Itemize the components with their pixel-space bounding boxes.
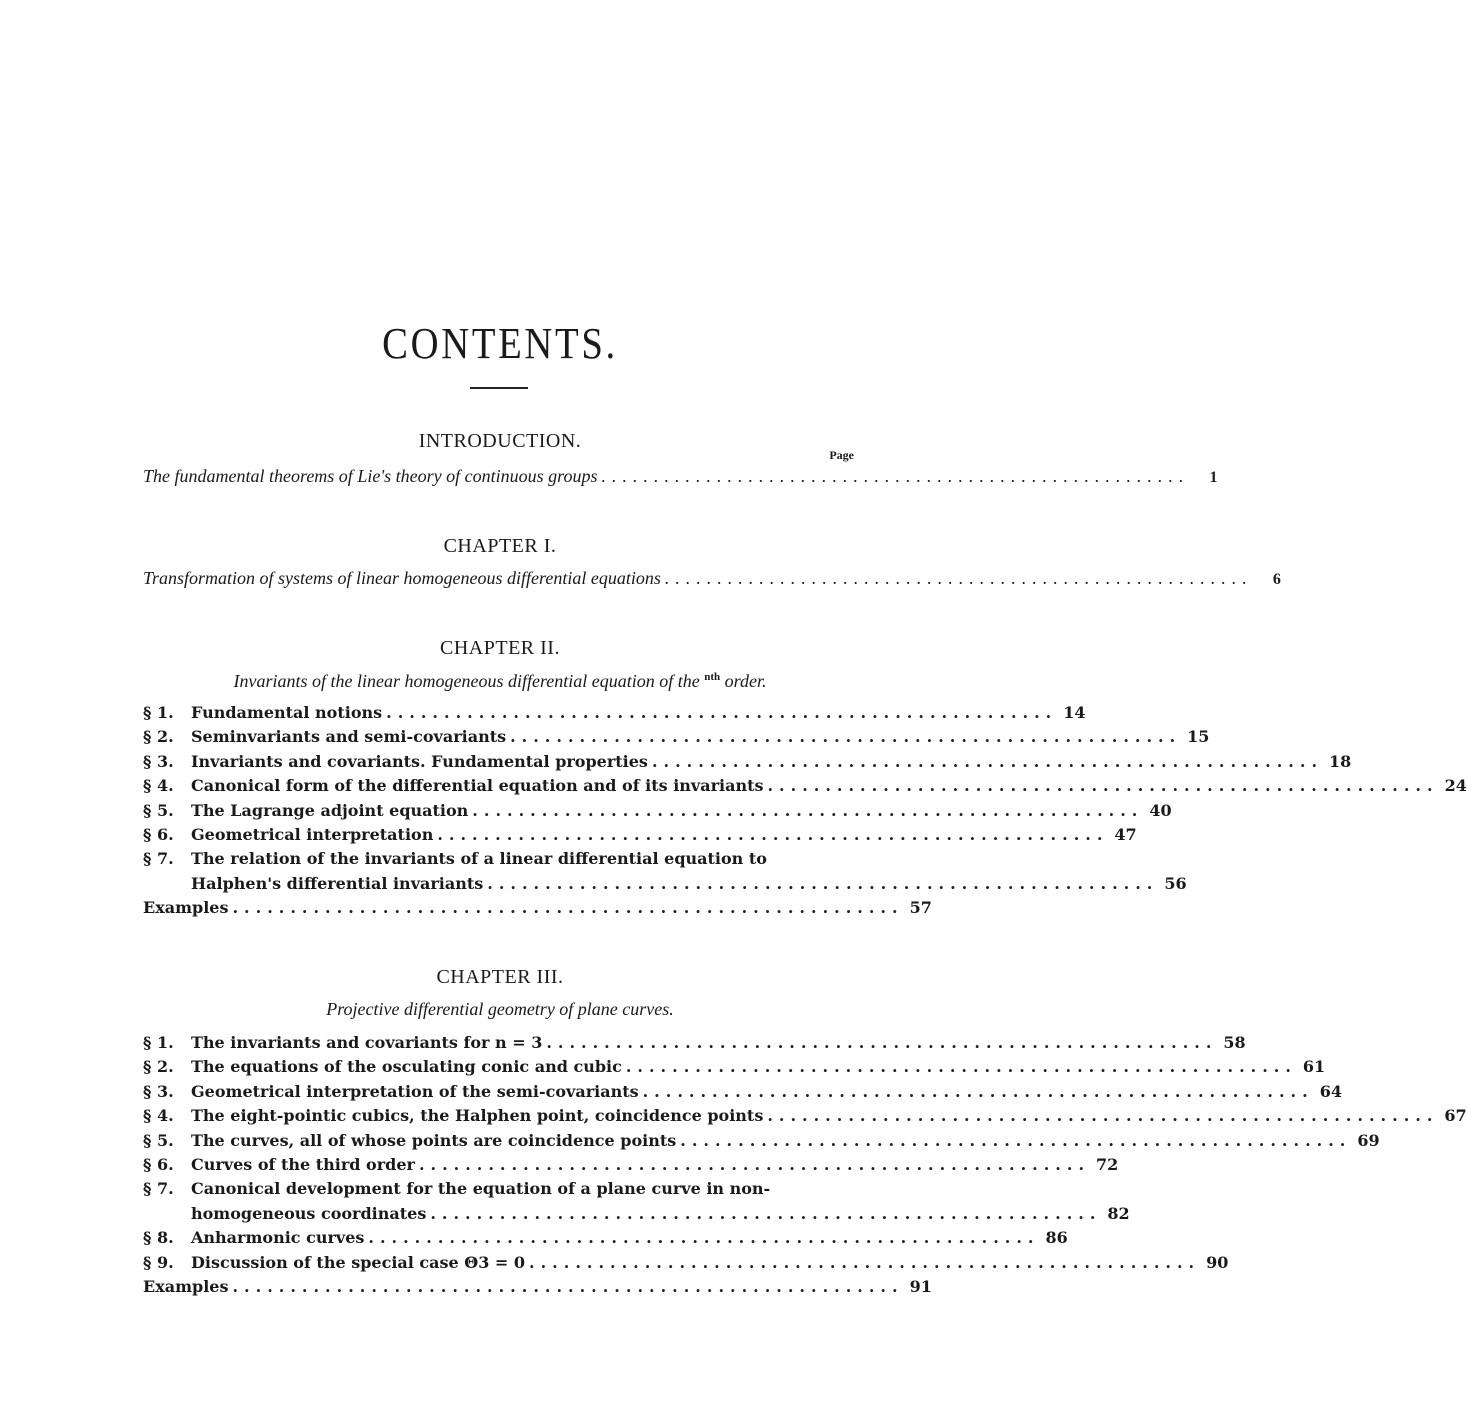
section-number: § 3. <box>143 1081 174 1101</box>
entry-page: 47 <box>1114 825 1137 844</box>
entry-text: Invariants and covariants. Fundamental properties <box>191 751 648 771</box>
section-number: § 3. <box>143 751 174 771</box>
introduction-heading: INTRODUCTION. <box>418 430 582 452</box>
section-entry[interactable] <box>143 873 1187 898</box>
entry-text: Canonical form of the differential equation and of its invariants <box>191 776 764 796</box>
leader-dots: .......................................................... <box>680 1130 1352 1150</box>
leader-dots: .......................................................... <box>232 898 904 918</box>
section-number: § 7. <box>143 1179 174 1199</box>
section-number: § 7. <box>143 849 174 869</box>
entry-page: 90 <box>1206 1252 1229 1272</box>
entry-page: 86 <box>1045 1228 1068 1248</box>
entry-text: Examples <box>143 1277 229 1296</box>
section-number: § 6. <box>143 825 174 844</box>
leader-dots: .......................................................... <box>546 1033 1218 1052</box>
entry-text: Geometrical interpretation <box>191 825 434 844</box>
entry-text: Discussion of the special case Θ3 = 0 <box>191 1252 526 1272</box>
examples-entry[interactable] <box>143 1277 932 1301</box>
leader-dots: .......................................................... <box>651 751 1324 771</box>
leader-dots: .......................................................... <box>510 727 1182 747</box>
section-number: § 1. <box>143 703 174 722</box>
section-number: § 9. <box>143 1252 174 1272</box>
leader-dots: ........................................................ <box>664 568 1253 588</box>
entry-text: Transformation of systems of linear homogeneous differential equations <box>143 568 661 588</box>
leader-dots: .......................................................... <box>529 1252 1201 1272</box>
entry-page: 1 <box>1209 469 1218 486</box>
leader-dots: .......................................................... <box>625 1057 1297 1077</box>
entry-page: 61 <box>1302 1057 1326 1077</box>
title-rule <box>470 387 528 389</box>
entry-page: 40 <box>1149 800 1172 820</box>
entry-page: 15 <box>1187 727 1210 747</box>
entry-text: homogeneous coordinates <box>191 1203 427 1223</box>
section-number: § 6. <box>143 1155 174 1174</box>
entry-page: 91 <box>909 1277 932 1296</box>
section-entry[interactable] <box>143 1203 1130 1228</box>
section-number: § 1. <box>143 1033 174 1052</box>
entry-page: 67 <box>1444 1106 1467 1126</box>
entry-text: Examples <box>143 898 229 918</box>
subtitle-pre: Invariants of the linear homogeneous differential equation of the <box>233 671 705 691</box>
leader-dots: ........................................................ <box>601 466 1190 486</box>
subtitle-post: order. <box>720 671 767 691</box>
section-entry[interactable] <box>143 703 1086 727</box>
section-number: § 8. <box>143 1228 174 1248</box>
entry-text: Fundamental notions <box>191 703 383 722</box>
chapter2-subtitle <box>145 671 855 692</box>
entry-page: 69 <box>1357 1130 1380 1150</box>
examples-entry[interactable] <box>143 898 932 922</box>
chapter1-heading: CHAPTER I. <box>443 535 557 557</box>
section-number: § 2. <box>143 1057 174 1077</box>
section-number: § 4. <box>143 776 174 796</box>
entry-text: The fundamental theorems of Lie's theory of continuous groups <box>143 466 598 486</box>
leader-dots: .......................................................... <box>767 1106 1439 1126</box>
section-entry[interactable] <box>143 751 1352 776</box>
entry-page: 56 <box>1164 873 1187 893</box>
leader-dots: .......................................................... <box>418 1155 1091 1174</box>
section-entry[interactable] <box>143 1130 1380 1155</box>
entry-text: The invariants and covariants for n = 3 <box>191 1033 543 1052</box>
section-entry[interactable] <box>143 1081 1342 1106</box>
section-entry[interactable] <box>143 1252 1229 1277</box>
entry-page: 6 <box>1272 571 1281 588</box>
section-entry[interactable] <box>143 727 1210 751</box>
section-entry[interactable] <box>143 1033 1246 1057</box>
leader-dots: .......................................................... <box>642 1081 1314 1101</box>
section-number: § 5. <box>143 1130 174 1150</box>
entry-text: Canonical development for the equation of a plane curve in non- <box>191 1179 771 1199</box>
section-number: § 5. <box>143 800 174 820</box>
leader-dots: .......................................................... <box>767 776 1439 796</box>
entry-page: 24 <box>1444 776 1467 796</box>
section-entry[interactable] <box>143 1228 1068 1252</box>
entry-page: 64 <box>1319 1081 1342 1101</box>
entry-text: The Lagrange adjoint equation <box>191 800 469 820</box>
chapter2-heading: CHAPTER II. <box>440 637 560 659</box>
entry-text: The relation of the invariants of a linear differential equation to <box>191 849 767 869</box>
page-title: CONTENTS. <box>382 319 618 368</box>
section-entry[interactable] <box>143 800 1172 825</box>
leader-dots: .......................................................... <box>472 800 1144 820</box>
entry-text: The curves, all of whose points are coincidence points <box>191 1130 677 1150</box>
entry-text: The equations of the osculating conic and cubic <box>191 1057 622 1077</box>
section-entry[interactable] <box>143 1057 1326 1081</box>
section-number: § 4. <box>143 1106 174 1126</box>
introduction-entry[interactable] <box>143 466 1218 490</box>
entry-page: 82 <box>1107 1203 1130 1223</box>
entry-text: The eight-pointic cubics, the Halphen point, coincidence points <box>191 1106 764 1126</box>
chapter1-entry[interactable] <box>143 568 1281 592</box>
entry-text: Seminvariants and semi-covariants <box>191 727 507 747</box>
leader-dots: .......................................................... <box>232 1277 904 1296</box>
leader-dots: .......................................................... <box>487 873 1159 893</box>
chapter3-subtitle: Projective differential geometry of plane curves. <box>326 999 674 1019</box>
entry-page: 72 <box>1096 1155 1119 1174</box>
section-entry[interactable] <box>143 776 1467 800</box>
entry-page: 18 <box>1329 751 1352 771</box>
entry-page: 14 <box>1063 703 1086 722</box>
section-entry[interactable] <box>143 1179 858 1203</box>
page-column-header: Page <box>829 448 854 462</box>
leader-dots: .......................................................... <box>368 1228 1040 1248</box>
section-entry[interactable] <box>143 825 1137 849</box>
subtitle-superscript: nth <box>704 671 721 683</box>
leader-dots: .......................................................... <box>437 825 1109 844</box>
entry-text: Halphen's differential invariants <box>191 873 484 893</box>
leader-dots: .......................................................... <box>430 1203 1102 1223</box>
section-entry[interactable] <box>143 1106 1467 1130</box>
entry-text: Geometrical interpretation of the semi-covariants <box>191 1081 639 1101</box>
entry-page: 58 <box>1223 1033 1246 1052</box>
entry-text: Curves of the third order <box>191 1155 415 1174</box>
chapter3-heading: CHAPTER III. <box>436 966 564 988</box>
entry-page: 57 <box>909 898 932 918</box>
leader-dots: .......................................................... <box>386 703 1058 722</box>
section-entry[interactable] <box>143 849 858 873</box>
entry-text: Anharmonic curves <box>191 1228 365 1248</box>
section-entry[interactable] <box>143 1155 1119 1179</box>
section-number: § 2. <box>143 727 174 747</box>
